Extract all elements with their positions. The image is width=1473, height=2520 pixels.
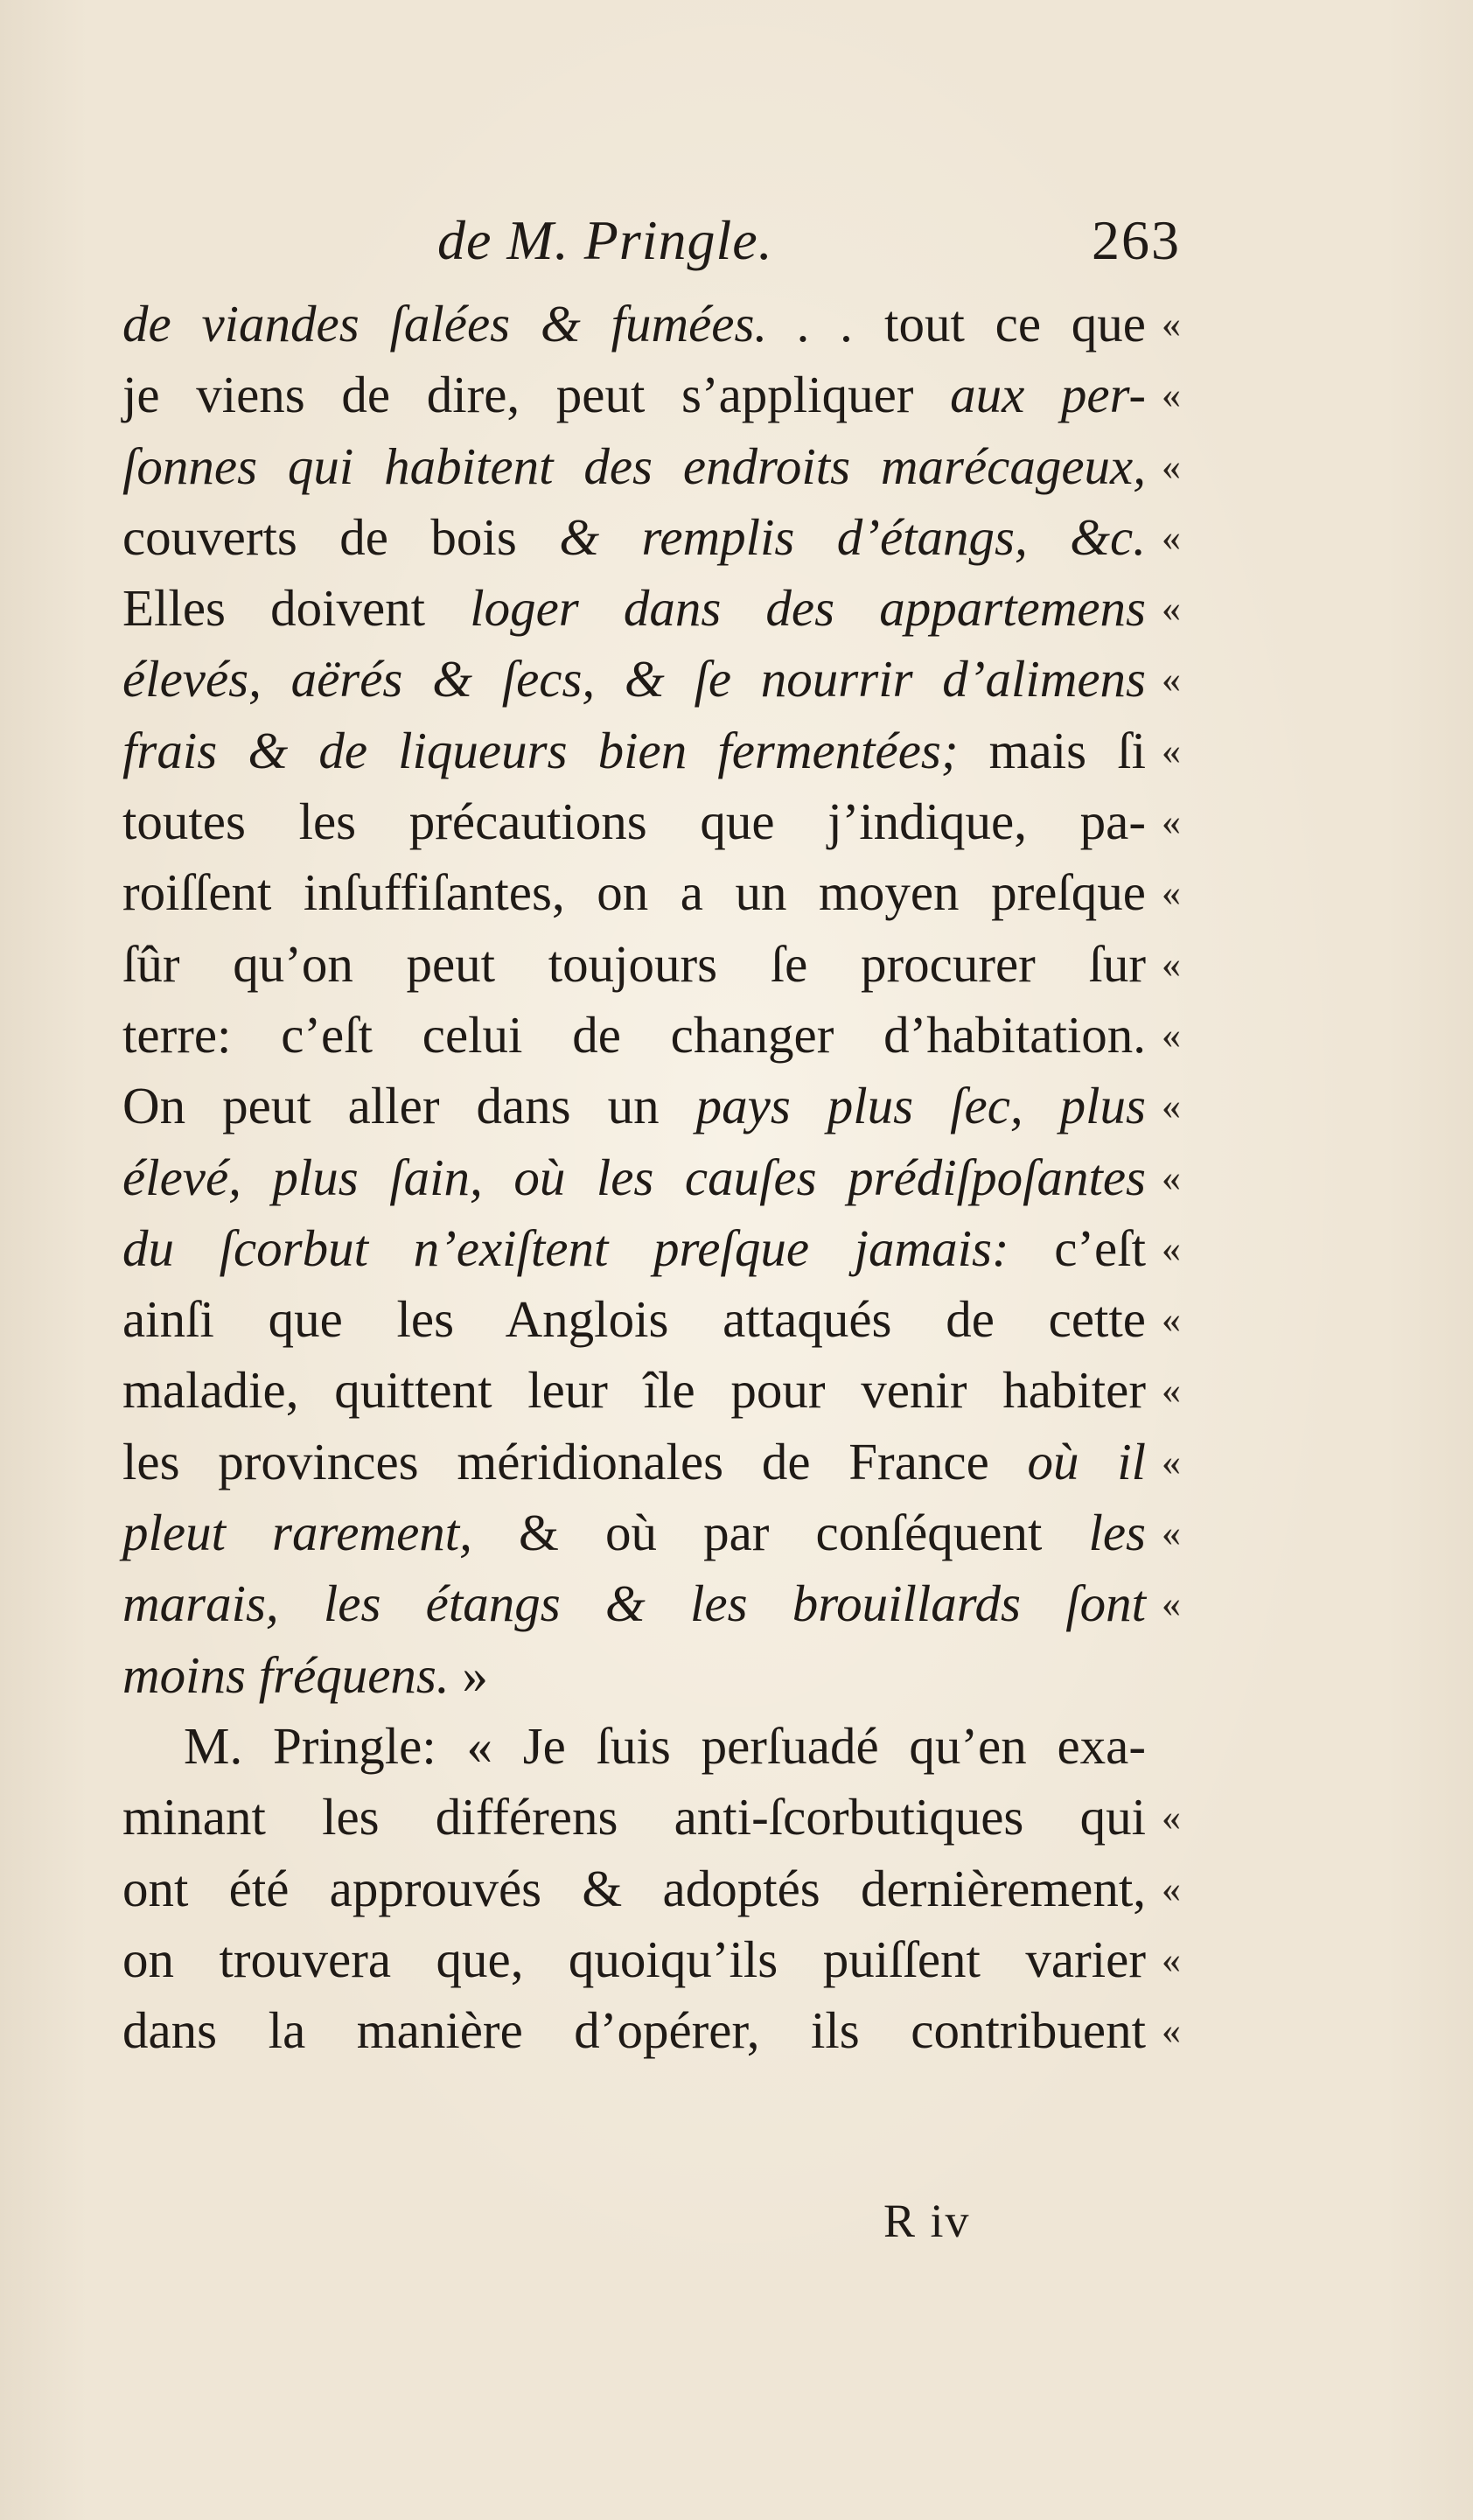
roman-segment: minant les différens anti-ſcorbutiques qui: [122, 1788, 1146, 1846]
quote-mark: «: [1162, 942, 1181, 986]
quote-mark: «: [1162, 658, 1181, 702]
italic-segment: marais, les étangs & les brouillards ſont: [122, 1574, 1146, 1633]
text-line: [122, 1213, 1181, 1284]
line-text: [122, 1284, 1146, 1355]
text-line: [122, 1568, 1181, 1639]
roman-segment: toutes les précautions que j’indique, pa-: [122, 792, 1146, 851]
text-line: [122, 1853, 1181, 1924]
italic-segment: où il: [1027, 1432, 1146, 1490]
roman-segment: tout ce que: [854, 295, 1146, 353]
text-line: [122, 644, 1181, 715]
roman-segment: ont été approuvés & adoptés dernièrement,: [122, 1859, 1146, 1917]
italic-segment: pays plus ſec, plus: [695, 1077, 1147, 1135]
roman-segment: ainſi que les Anglois attaqués de cette: [122, 1290, 1146, 1349]
text-line: [122, 1427, 1181, 1497]
italic-segment: de viandes ſalées & fumées. . .: [122, 295, 855, 353]
roman-segment: c’eſt: [1009, 1218, 1147, 1277]
quote-mark: «: [1162, 303, 1181, 346]
text-line: [122, 1000, 1181, 1071]
roman-segment: ſûr qu’on peut toujours ſe procurer ſur: [122, 934, 1146, 993]
roman-segment: maladie, quittent leur île pour venir habiter: [122, 1361, 1146, 1420]
italic-segment: du ſcorbut n’exiſtent preſque jamais:: [122, 1218, 1009, 1277]
italic-segment: élevés, aërés & ſecs, & ſe nourrir d’alimens: [122, 650, 1146, 709]
quote-mark: «: [1162, 1796, 1181, 1839]
text-line: [122, 786, 1181, 857]
roman-segment: »: [449, 1645, 488, 1704]
quote-mark: «: [1162, 800, 1181, 844]
line-text: [122, 1782, 1146, 1853]
roman-segment: Elles doivent: [122, 579, 471, 638]
quote-mark: «: [1162, 1867, 1181, 1910]
line-text: [122, 1568, 1146, 1639]
text-line: [122, 716, 1181, 786]
italic-segment: frais & de liqueurs bien fermentées;: [122, 721, 959, 779]
text-line: [122, 573, 1181, 644]
text-line: [122, 1995, 1181, 2066]
roman-segment: je viens de dire, peut s’appliquer: [122, 366, 951, 424]
line-text: [122, 1711, 1146, 1782]
line-text: [122, 431, 1146, 502]
text-line: [122, 1284, 1181, 1355]
text-line: [122, 929, 1181, 1000]
italic-segment: pleut rarement,: [122, 1504, 472, 1562]
quote-mark: «: [1162, 373, 1181, 417]
roman-segment: couverts de bois: [122, 507, 560, 566]
text-line: [122, 1782, 1181, 1853]
text-line: [122, 1924, 1181, 1995]
roman-segment: les provinces méridionales de France: [122, 1432, 1028, 1490]
text-line: [122, 502, 1181, 573]
text-line: [122, 1355, 1181, 1426]
roman-segment: M. Pringle: « Je ſuis perſuadé qu’en exa-: [184, 1716, 1146, 1775]
roman-segment: mais ſi: [958, 721, 1146, 779]
line-text: [122, 1853, 1146, 1924]
quote-mark: «: [1162, 1226, 1181, 1270]
text-line: [122, 360, 1181, 430]
line-text: [122, 1497, 1146, 1568]
text-line: [122, 431, 1181, 502]
text-line: [122, 1711, 1181, 1782]
quote-mark: «: [1162, 1582, 1181, 1626]
quote-mark: «: [1162, 729, 1181, 772]
text-line: [122, 1071, 1181, 1141]
line-text: [122, 1995, 1146, 2066]
quote-mark: «: [1162, 1298, 1181, 1342]
quote-mark: «: [1162, 1937, 1181, 1981]
italic-segment: aux per-: [950, 366, 1146, 424]
quote-mark: «: [1162, 1369, 1181, 1413]
line-text: [122, 360, 1146, 430]
line-text: [122, 502, 1146, 573]
line-text: [122, 573, 1146, 644]
line-text: [122, 716, 1146, 786]
roman-segment: dans la manière d’opérer, ils contribuent: [122, 2001, 1146, 2060]
line-text: [122, 1142, 1146, 1213]
roman-segment: on trouvera que, quoiqu’ils puiſſent varier: [122, 1930, 1146, 1988]
italic-segment: ſonnes qui habitent des endroits marécageux,: [122, 436, 1146, 495]
roman-segment: On peut aller dans un: [122, 1077, 696, 1135]
line-text: [122, 1355, 1146, 1426]
line-text: [122, 929, 1146, 1000]
line-text: [122, 1924, 1146, 1995]
roman-segment: roiſſent inſuffiſantes, on a un moyen preſque: [122, 863, 1146, 922]
line-text: [122, 1640, 1146, 1711]
line-text: [122, 644, 1146, 715]
line-text: [122, 1213, 1146, 1284]
italic-segment: élevé, plus ſain, où les cauſes prédiſpoſantes: [122, 1148, 1146, 1206]
quote-mark: «: [1162, 444, 1181, 488]
line-text: [122, 786, 1146, 857]
page-number: 263: [1092, 209, 1181, 271]
running-head: [122, 208, 1181, 278]
quote-mark: «: [1162, 515, 1181, 559]
quote-mark: «: [1162, 1085, 1181, 1128]
signature-mark: R iv: [883, 2195, 971, 2247]
line-text: [122, 1427, 1146, 1497]
text-line: [122, 1640, 1181, 1711]
quote-mark: «: [1162, 1155, 1181, 1199]
line-text: [122, 1000, 1146, 1071]
quote-mark: «: [1162, 1511, 1181, 1555]
quote-mark: «: [1162, 2009, 1181, 2053]
body-text: [122, 289, 1181, 2066]
quote-mark: «: [1162, 1013, 1181, 1057]
text-line: [122, 289, 1181, 360]
text-line: [122, 1497, 1181, 1568]
line-text: [122, 1071, 1146, 1141]
italic-segment: & remplis d’étangs, &c.: [559, 507, 1146, 566]
line-text: [122, 289, 1146, 360]
text-line: [122, 857, 1181, 928]
quote-mark: «: [1162, 587, 1181, 631]
line-text: [122, 857, 1146, 928]
text-line: [122, 1142, 1181, 1213]
italic-segment: loger dans des appartemens: [470, 579, 1146, 638]
quote-mark: «: [1162, 871, 1181, 915]
running-title: de M. Pringle.: [437, 209, 773, 271]
quote-mark: «: [1162, 1440, 1181, 1483]
roman-segment: terre: c’eſt celui de changer d’habitation.: [122, 1005, 1146, 1064]
roman-segment: & où par conſéquent: [471, 1504, 1089, 1562]
italic-segment: les: [1088, 1504, 1146, 1562]
italic-segment: moins fréquens.: [122, 1645, 450, 1704]
